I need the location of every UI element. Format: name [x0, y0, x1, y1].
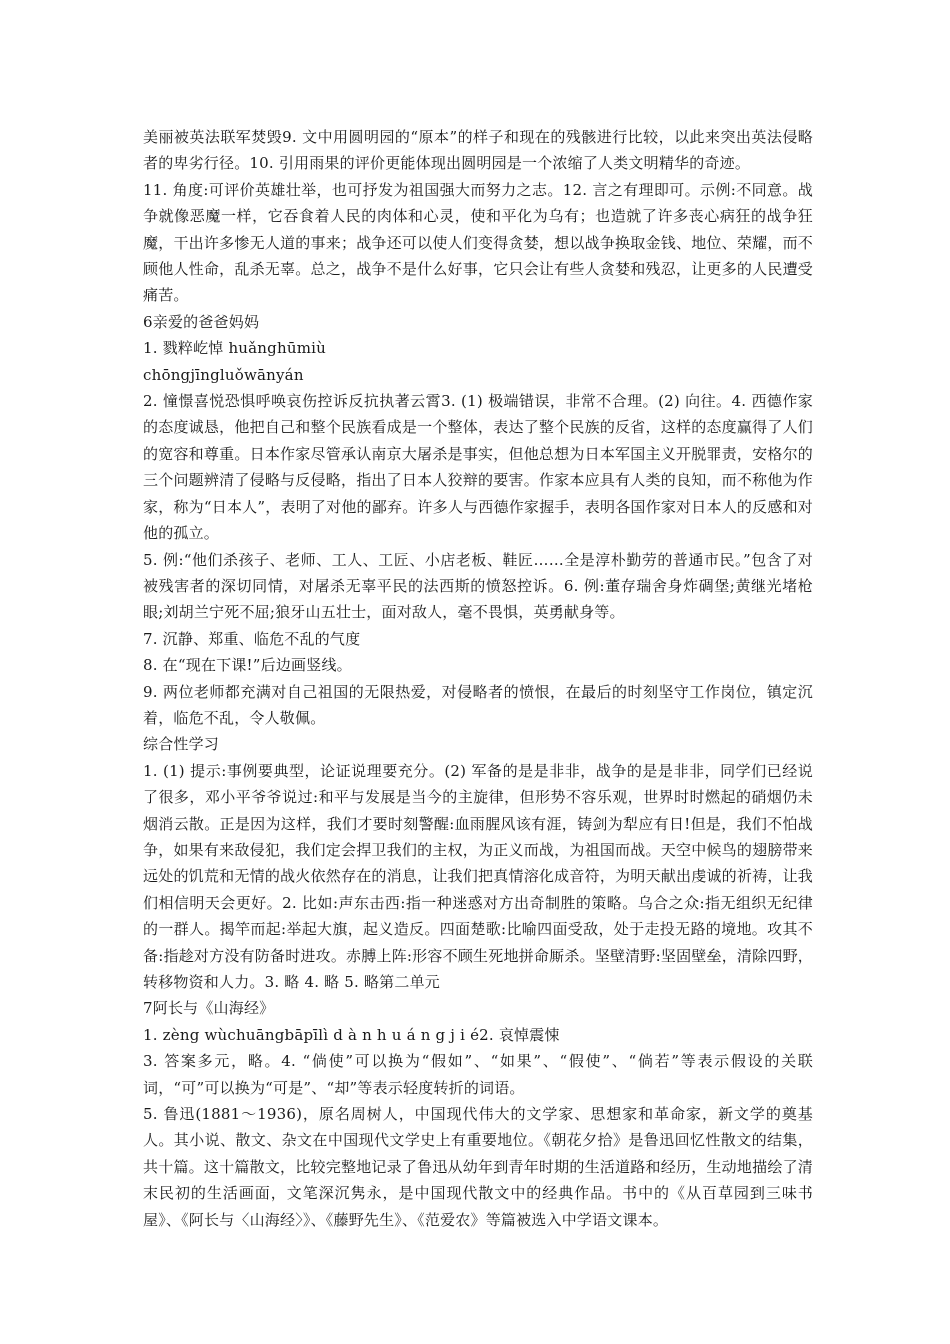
paragraph: 8. 在“现在下课!”后边画竖线。 [143, 656, 352, 675]
document-body [143, 124, 813, 1233]
paragraph: 5. 鲁迅(1881～1936)，原名周树人，中国现代伟大的文学家、思想家和革命家，新文学的奠基人。其小说、散文、杂文在中国现代文学史上有重要地位。《朝花夕拾》是鲁迅回忆性散文的结集，共十篇。这十篇散文，比较完整地记录了鲁迅从幼年到青年时期的生活道路和经历，生动地描绘了清末民初的生活画面，文笔深沉隽永，是中国现代散文中的经典作品。书中的《从百草园到三味书屋》、《阿长与〈山海经〉》、《藤野先生》、《范爱农》等篇被选入中学语文课本。 [143, 1105, 813, 1229]
paragraph: 1. 戮粹屹悼 huǎnghūmiù [143, 339, 326, 358]
paragraph: 9. 两位老师都充满对自己祖国的无限热爱，对侵略者的愤恨，在最后的时刻坚守工作岗位，镇定沉着，临危不乱，令人敬佩。 [143, 682, 813, 727]
paragraph: 7. 沉静、郑重、临危不乱的气度 [143, 629, 361, 648]
paragraph: 1. (1) 提示:事例要典型，论证说理要充分。(2) 军备的是是非非，战争的是是非非，同学们已经说了很多，邓小平爷爷说过:和平与发展是当今的主旋律，但形势不容乐观，世界时时燃起的硝烟仍未烟消云散。正是因为这样，我们才要时刻警醒:血雨腥风该有涯，铸剑为犁应有日!但是，我们不怕战争，如果有来敌侵犯，我们定会捍卫我们的主权，为正义而战，为祖国而战。天空中候鸟的翅膀带来远处的饥荒和无情的战火依然存在的消息，让我们把真情溶化成音符，为明天献出虔诚的祈祷，让我们相信明天会更好。2. 比如:声东击西:指一种迷惑对方出奇制胜的策略。乌合之众:指无组织无纪律的一群人。揭竿而起:举起大旗，起义造反。四面楚歌:比喻四面受敌，处于走投无路的境地。攻其不备:指趁对方没有防备时进攻。赤膊上阵:形容不顾生死地拼命厮杀。坚壁清野:坚固壁垒，清除四野，转移物资和人力。3. 略 4. 略 5. 略第二单元 [143, 761, 813, 991]
paragraph: chōngjīngluǒwānyán [143, 365, 304, 384]
paragraph: 3. 答案多元，略。4. “倘使”可以换为“假如”、“如果”、“假使”、“倘若”等表示假设的关联词，“可”可以换为“可是”、“却”等表示轻度转折的词语。 [143, 1052, 813, 1097]
paragraph: 1. zèng wùchuāngbāpīlì d à n h u á n g j i é2. 哀悼震悚 [143, 1025, 560, 1044]
paragraph: 11. 角度:可评价英雄壮举，也可抒发为祖国强大而努力之志。12. 言之有理即可。示例:不同意。战争就像恶魔一样，它吞食着人民的肉体和心灵，使和平化为乌有；也造就了许多丧心病狂的战争狂魔，干出许多惨无人道的事来；战争还可以使人们变得贪婪，想以战争换取金钱、地位、荣耀，而不顾他人性命，乱杀无辜。总之，战争不是什么好事，它只会让有些人贪婪和残忍，让更多的人民遭受痛苦。 [143, 180, 813, 305]
section-heading: 7阿长与《山海经》 [143, 999, 275, 1018]
paragraph: 美丽被英法联军焚毁9. 文中用圆明园的“原本”的样子和现在的残骸进行比较，以此来突出英法侵略者的卑劣行径。10. 引用雨果的评价更能体现出圆明园是一个浓缩了人类文明精华的奇迹。 [143, 128, 813, 173]
section-heading: 6亲爱的爸爸妈妈 [143, 312, 260, 331]
paragraph: 5. 例:“他们杀孩子、老师、工人、工匠、小店老板、鞋匠……全是淳朴勤劳的普通市民。”包含了对被残害者的深切同情，对屠杀无辜平民的法西斯的愤怒控诉。6. 例:董存瑞舍身炸碉堡;黄继光堵枪眼;刘胡兰宁死不屈;狼牙山五壮士，面对敌人，毫不畏惧，英勇献身等。 [143, 550, 813, 622]
section-heading: 综合性学习 [143, 735, 220, 754]
paragraph: 2. 憧憬喜悦恐惧呼唤哀伤控诉反抗执著云霄3. (1) 极端错误，非常不合理。(2) 向往。4. 西德作家的态度诚恳，他把自己和整个民族看成是一个整体，表达了整个民族的反省，这样的态度赢得了人们的宽容和尊重。日本作家尽管承认南京大屠杀是事实，但他总想为日本军国主义开脱罪责，安格尔的三个问题辨清了侵略与反侵略，指出了日本人狡辩的要害。作家本应具有人类的良知，而不称他为作家，称为“日本人”，表明了对他的鄙弃。许多人与西德作家握手，表明各国作家对日本人的反感和对他的孤立。 [143, 392, 813, 543]
